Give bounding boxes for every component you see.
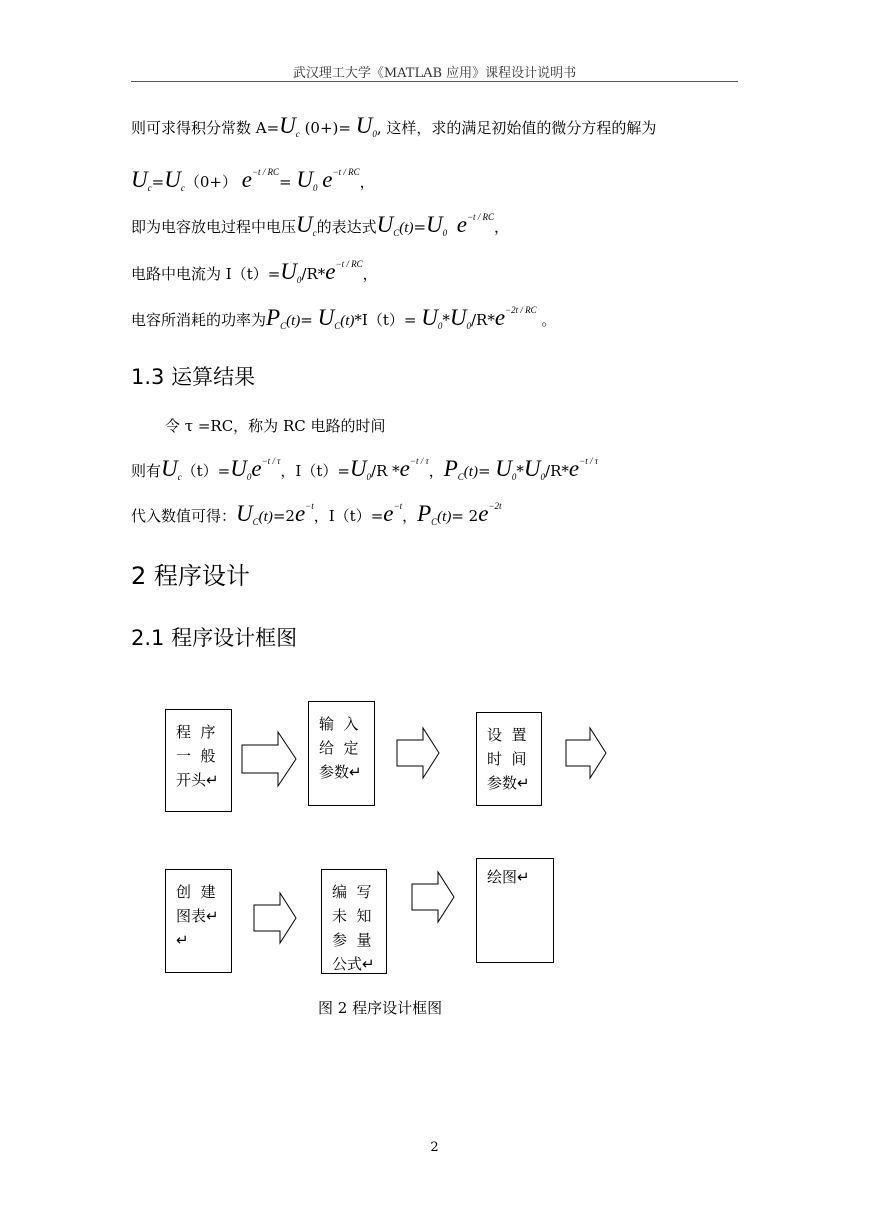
math-uct: $U_C$	[236, 501, 259, 527]
flow-box-input-params	[308, 701, 375, 806]
math-exp: $e^{-t / RC}$	[456, 212, 495, 237]
right-arrow-icon	[241, 731, 297, 787]
text: 电容所消耗的功率为	[131, 311, 267, 329]
flow-box-label: 编 写 未 知 参 量 公式↵	[332, 883, 375, 973]
math-uc: $U_c$	[161, 456, 182, 482]
figure-caption: 图 2 程序设计框图	[318, 999, 443, 1017]
math-u0: $U_0$	[426, 212, 448, 238]
flow-box-label: 绘图↵	[487, 868, 530, 886]
text: /R*	[470, 311, 495, 329]
math-u0: $U_0$	[449, 305, 471, 331]
text: *	[516, 462, 524, 480]
math-exp: $e^{-t / \tau}$	[399, 456, 429, 481]
math-uc: $U_c$	[279, 113, 300, 139]
text: (0+)=	[299, 119, 356, 137]
text: 的表达式	[316, 218, 377, 236]
text: , 这样，求的满足初始值的微分方程的解为	[376, 119, 657, 137]
flow-box-label: 创 建 图表↵ ↵	[176, 883, 219, 949]
math-exp: $e^{-t / RC}$	[322, 167, 360, 192]
derivation-line-3: 即为电容放电过程中电压$U_c$的表达式$U_C(t)=U_0$ $e^{-t / RC}$，	[131, 212, 510, 238]
flow-box-write-formula	[321, 869, 387, 974]
section-heading-2-1: 2.1 程序设计框图	[131, 626, 298, 650]
result-line-2: 则有$U_c(t)=U_0e^{-t / \tau}$，$I(t)=U_0/R$ $*e^{-t / \tau}$，$P_C(t)= U_0*U_0/R*e^{-t / \tau}$	[131, 456, 598, 482]
text: 电路中电流为 I（t）=	[131, 265, 281, 283]
flow-box-label: 设 置 时 间 参数↵	[487, 726, 530, 792]
text: = 2	[451, 507, 479, 525]
text: ，I（t）=	[280, 462, 350, 480]
section-heading-2: 2 程序设计	[131, 562, 250, 590]
math-uct: $U_C$	[317, 305, 341, 331]
math-exp: $e^{-t / RC}$	[241, 167, 280, 192]
text: 代入数值可得：	[131, 507, 237, 525]
math-exp: $e^{-t}$	[294, 501, 314, 526]
derivation-line-4	[131, 252, 378, 292]
right-arrow-icon	[565, 727, 607, 779]
result-line-1: 令 τ =RC，称为 RC 电路的时间	[165, 417, 386, 435]
right-arrow-icon	[253, 892, 297, 944]
text: （t）=	[181, 462, 231, 480]
text: /R*	[301, 265, 326, 283]
text: =	[279, 173, 292, 191]
math-uc: $U_c$	[131, 167, 152, 193]
math-exp: $e^{-t / RC}$	[325, 259, 363, 284]
page-header: 武汉理工大学《MATLAB 应用》课程设计说明书	[292, 66, 577, 81]
right-arrow-icon	[411, 871, 455, 923]
flow-box-plot	[476, 858, 554, 963]
math-u0: $U_0$	[280, 259, 302, 285]
math-exp: $e^{-t / \tau}$	[251, 456, 281, 481]
text: ，I（t）=	[313, 507, 384, 525]
math-uc: $U_c$	[164, 167, 185, 193]
flow-box-label: 输 入 给 定 参数↵	[319, 715, 362, 781]
derivation-line-5: 电容所消耗的功率为$P_C(t)= U_C(t)*I(t)= U_0*U_0/R*e^{-2t / RC}$ 。	[131, 305, 557, 331]
math-exp: $e^{-2t}$	[478, 501, 502, 526]
section-heading-1-3: 1.3 运算结果	[131, 365, 256, 389]
flow-box-create-chart	[165, 869, 232, 973]
math-u0: $U_0$	[495, 456, 517, 482]
math-u0: $U_0$	[296, 167, 318, 193]
text: （0+）	[184, 173, 237, 191]
flow-box-program-start	[165, 709, 232, 812]
text: /R*	[545, 462, 569, 480]
math-u0: $U_0$	[523, 456, 546, 482]
math-u0: $U_0$	[355, 113, 377, 139]
math-u0: $U_0$	[421, 305, 443, 331]
text: 。	[541, 311, 557, 329]
flow-box-label: 程 序 一 般 开头↵	[176, 723, 219, 789]
text: 则有	[131, 462, 162, 480]
derivation-line-2: $U_c=U_c(0+)$ $e^{-t / RC}= U_0$ $e^{-t / RC}$，	[131, 167, 375, 193]
right-arrow-icon	[396, 727, 440, 779]
result-line-3: 代入数值可得：$U_C(t)=2e^{-t}$，$I(t)=e^{-t}$，$P_C(t)= 2e^{-2t}$	[131, 501, 502, 527]
text: 则可求得积分常数 A=	[131, 119, 280, 137]
text: ，	[428, 462, 444, 480]
math-pct: $P_C$	[417, 501, 438, 527]
text: ，	[402, 507, 418, 525]
math-exp: $e^{-t}$	[383, 501, 403, 526]
math-uct: $U_C$	[376, 212, 400, 238]
text: =2	[272, 507, 295, 525]
math-pct: $P_C$	[266, 305, 287, 331]
math-exp: $e^{-2t / RC}$	[494, 305, 537, 330]
text: ，	[362, 265, 378, 283]
derivation-line-1	[131, 114, 656, 146]
math-exp: $e^{-t / \tau}$	[568, 456, 598, 481]
math-u0: $U_0$	[349, 456, 372, 482]
text: *I（t）=	[354, 311, 417, 329]
text: 即为电容放电过程中电压	[131, 218, 297, 236]
math-uc: $U_c$	[296, 212, 317, 238]
page-number: 2	[430, 1140, 439, 1155]
text: ，	[359, 173, 375, 191]
text: /R *	[371, 462, 400, 480]
math-pct: $P_C$	[443, 456, 464, 482]
math-u0: $U_0$	[230, 456, 252, 482]
flow-box-time-params	[476, 712, 542, 806]
header-rule	[131, 81, 738, 82]
text: ，	[494, 218, 510, 236]
